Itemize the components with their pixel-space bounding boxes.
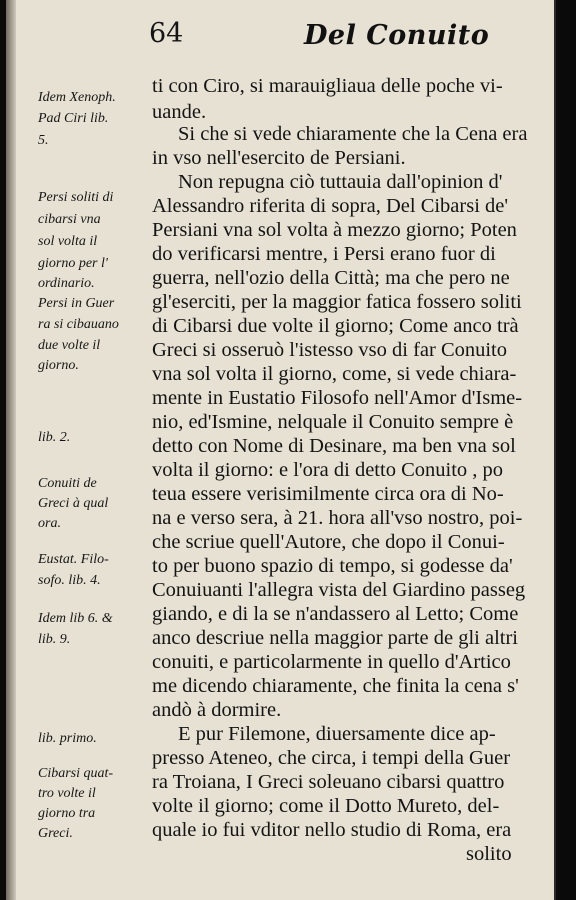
- text-line: me dicendo chiaramente, che finita la cena s': [152, 675, 519, 697]
- text-line: che scriue quell'Autore, che dopo il Conui-: [152, 531, 505, 553]
- note-line: Persi soliti di: [38, 190, 114, 205]
- text-line: Conuiuanti l'allegra vista del Giardino passeg: [152, 579, 526, 601]
- text-line: volte il giorno; come il Dotto Mureto, del-: [152, 795, 500, 817]
- text-line: detto con Nome di Desinare, ma ben vna sol: [152, 435, 516, 457]
- text-line: in vso nell'esercito de Persiani.: [152, 147, 406, 169]
- text-line: uande.: [152, 101, 207, 123]
- note-line: lib. 9.: [38, 632, 71, 647]
- text-line: anco descriue nella maggior parte de gli altri: [152, 627, 518, 649]
- note-line: Persi in Guer: [38, 296, 115, 311]
- running-title: Del Conuito: [304, 20, 490, 51]
- text-line: di Cibarsi due volte il giorno; Come anco trà: [152, 315, 519, 337]
- text-line: giando, e di la se n'andassero al Letto; Come: [152, 603, 519, 625]
- note-line: ora.: [38, 516, 61, 531]
- text-line: gl'eserciti, per la maggior fatica fossero soliti: [152, 291, 522, 313]
- text-line: Non repugna ciò tuttauia dall'opinion d': [178, 171, 503, 193]
- text-line: teua essere verisimilmente circa ora di No-: [152, 483, 504, 505]
- text-line: na e verso sera, à 21. hora all'vso nostro, poi-: [152, 507, 523, 529]
- note-line: cibarsi vna: [38, 212, 101, 227]
- note-line: due volte il: [38, 338, 101, 353]
- text-line: presso Ateneo, che circa, i tempi della Guer: [152, 747, 511, 769]
- text-line: conuiti, e particolarmente in quello d'Artico: [152, 651, 511, 673]
- margin-note-lib2: lib. 2.: [38, 430, 71, 445]
- note-line: 5.: [38, 133, 49, 148]
- note-line: Eustat. Filo-: [38, 552, 109, 567]
- text-line: mente in Eustatio Filosofo nell'Amor d'Isme-: [152, 387, 523, 409]
- note-line: Greci.: [38, 826, 73, 841]
- note-line: Idem Xenoph.: [38, 90, 116, 105]
- note-line: giorno tra: [38, 806, 96, 821]
- text-line: E pur Filemone, diuersamente dice ap-: [178, 723, 496, 745]
- note-line: Conuiti de: [38, 476, 97, 491]
- margin-note-lib-primo: lib. primo.: [38, 731, 97, 746]
- text-line: volta il giorno: e l'ora di detto Conuito , po: [152, 459, 504, 481]
- page-number: 64: [149, 18, 184, 49]
- text-line: ra Troiana, I Greci soleuano cibarsi quattro: [152, 771, 505, 793]
- note-line: Greci à qual: [38, 496, 109, 511]
- note-line: Pad Ciri lib.: [38, 111, 109, 126]
- text-line: Si che si vede chiaramente che la Cena era: [178, 123, 528, 145]
- book-page: [6, 0, 556, 900]
- note-line: Idem lib 6. &: [38, 611, 113, 626]
- note-line: tro volte il: [38, 786, 96, 801]
- text-line: ti con Ciro, si marauigliaua delle poche vi-: [152, 75, 503, 97]
- note-line: giorno.: [38, 358, 79, 373]
- text-line: Alessandro riferita di sopra, Del Cibarsi de': [152, 195, 509, 217]
- note-line: giorno per l': [38, 256, 108, 271]
- text-line: guerra, nell'ozio della Città; ma che pero ne: [152, 267, 510, 289]
- text-line: to per buono spazio di tempo, si godesse da': [152, 555, 513, 577]
- text-line: nio, ed'Ismine, nelquale il Conuito sempre è: [152, 411, 514, 433]
- note-line: sofo. lib. 4.: [38, 573, 101, 588]
- text-line: vna sol volta il giorno, come, si vede chiara-: [152, 363, 517, 385]
- catchword: solito: [466, 843, 512, 865]
- text-line: quale io fui vditor nello studio di Roma, era: [152, 819, 512, 841]
- text-line: andò à dormire.: [152, 699, 282, 721]
- note-line: Cibarsi quat-: [38, 766, 114, 781]
- text-line: do verificarsi mentre, i Persi erano fuor di: [152, 243, 496, 265]
- text-line: Greci si osseruò l'istesso vso di far Conuito: [152, 339, 508, 361]
- note-line: ordinario.: [38, 276, 95, 291]
- text-line: Persiani vna sol volta à mezzo giorno; Poten: [152, 219, 517, 241]
- note-line: ra si cibauano: [38, 317, 119, 332]
- note-line: sol volta il: [38, 234, 98, 249]
